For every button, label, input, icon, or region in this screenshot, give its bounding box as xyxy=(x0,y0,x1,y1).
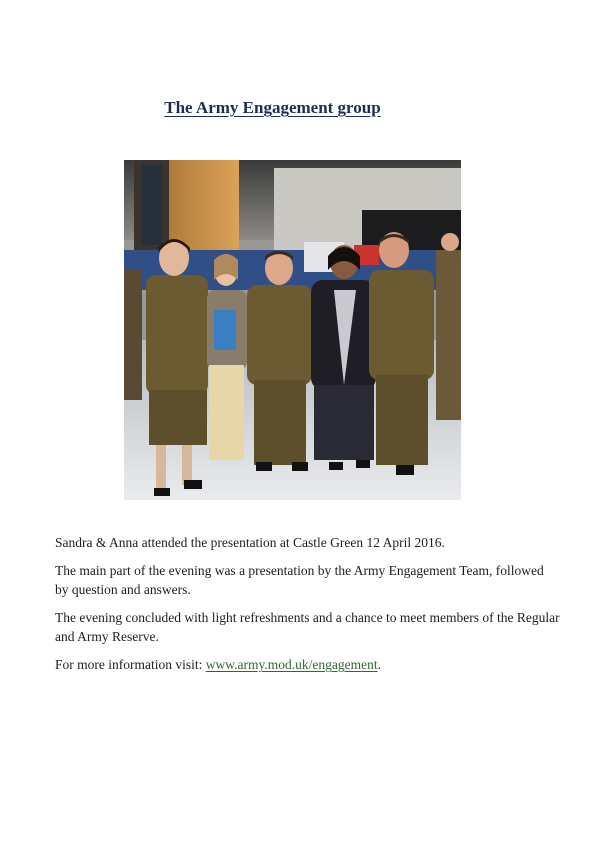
page-title: The Army Engagement group xyxy=(164,98,381,117)
paragraph-more-info xyxy=(55,655,560,674)
body-text xyxy=(55,533,560,683)
paragraph-refreshments: The evening concluded with light refreshments and a chance to meet members of the Regular and Army Reserve. xyxy=(55,610,560,644)
more-info-suffix: . xyxy=(377,657,381,672)
group-photo xyxy=(124,160,461,500)
more-info-prefix: For more information visit: xyxy=(55,657,206,672)
paragraph-attendance: Sandra & Anna attended the presentation at Castle Green 12 April 2016. xyxy=(55,535,445,550)
engagement-link[interactable]: www.army.mod.uk/engagement xyxy=(205,657,378,672)
paragraph-presentation: The main part of the evening was a presentation by the Army Engagement Team, followed by question and answers. xyxy=(55,563,544,597)
